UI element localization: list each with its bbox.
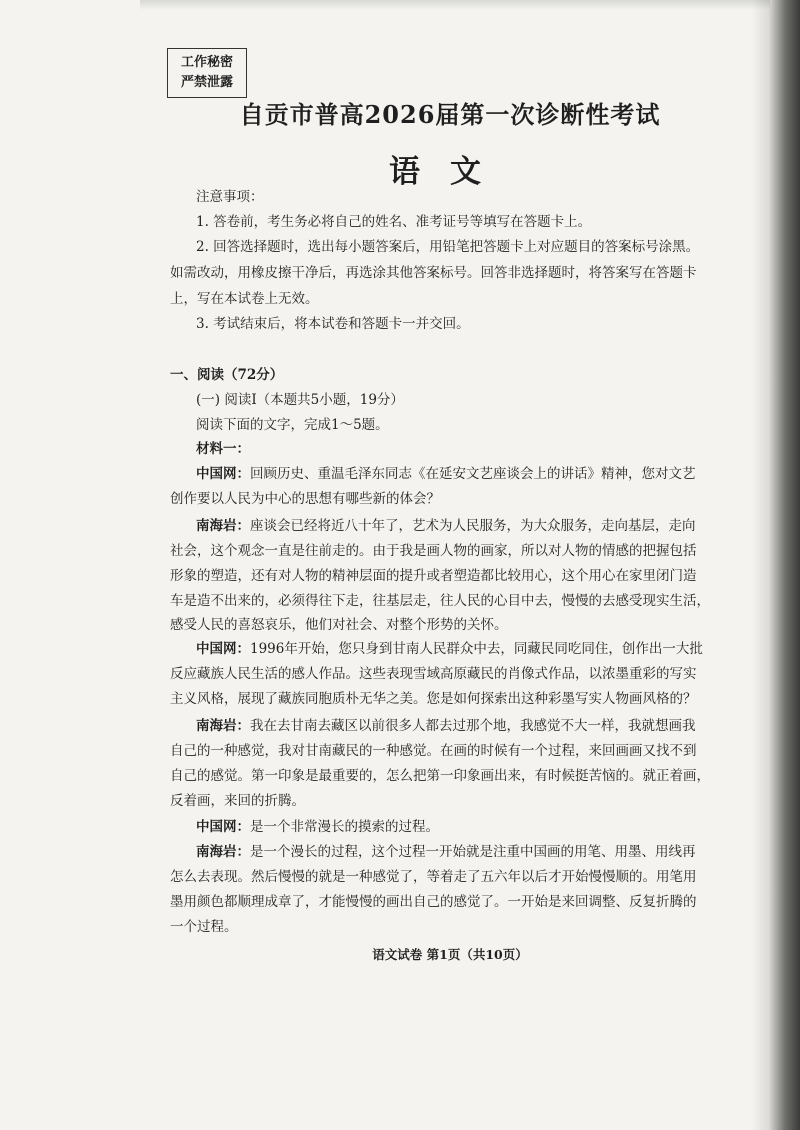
dialogue-line: 反着画，来回的折腾。: [170, 793, 305, 809]
dialogue-line: 车是造不出来的，必须得往下走，往基层走，往人民的心目中去，慢慢的去感受现实生活，: [170, 593, 710, 609]
exam-subject: 语文: [389, 154, 511, 190]
material-label: 材料一：: [196, 441, 250, 457]
dialogue-line: 自己的一种感觉，我对甘南藏民的一种感觉。在画的时候有一个过程，来回画画又找不到: [170, 743, 697, 759]
scan-top-edge: [140, 0, 770, 10]
dialogue-line: 感受人民的喜怒哀乐，他们对社会、对整个形势的关怀。: [170, 617, 508, 633]
speaker-label: 南海岩：: [196, 518, 250, 534]
confidential-stamp: [167, 48, 247, 98]
scan-right-edge-shadow: [752, 0, 800, 1130]
dialogue-line: 一个过程。: [170, 919, 238, 935]
dialogue-text: 1996年开始，您只身到甘南人民群众中去，同藏民同吃同住，创作出一大批: [250, 641, 703, 657]
stamp-line-1: 工作秘密: [180, 55, 233, 70]
dialogue-text: 回顾历史、重温毛泽东同志《在延安文艺座谈会上的讲话》精神，您对文艺: [250, 466, 696, 482]
sub-section-heading: (一) 阅读Ⅰ（本题共5小题，19分）: [196, 392, 404, 408]
dialogue-line: 怎么去表现。然后慢慢的就是一种感觉了，等着走了五六年以后才开始慢慢顺的。用笔用: [170, 869, 697, 885]
exam-title: 自贡市普高2026届第一次诊断性考试: [239, 100, 661, 129]
notice-heading: 注意事项：: [196, 189, 264, 205]
dialogue-line: 社会，这个观念一直是往前走的。由于我是画人物的画家，所以对人物的情感的把握包括: [170, 543, 697, 559]
dialogue-line: [196, 843, 696, 861]
speaker-label: 中国网：: [196, 466, 250, 482]
dialogue-line: [196, 640, 703, 658]
notice-line: 3. 考试结束后，将本试卷和答题卡一并交回。: [196, 316, 470, 332]
speaker-label: 南海岩：: [196, 718, 250, 734]
dialogue-line: [196, 818, 439, 836]
notice-line: 上，写在本试卷上无效。: [170, 291, 319, 307]
notice-line: 1. 答卷前，考生务必将自己的姓名、准考证号等填写在答题卡上。: [196, 214, 592, 230]
dialogue-line: [196, 517, 696, 535]
dialogue-line: 主义风格，展现了藏族同胞质朴无华之美。您是如何探索出这种彩墨写实人物画风格的？: [170, 691, 697, 707]
dialogue-line: [196, 465, 696, 483]
dialogue-text: 我在去甘南去藏区以前很多人都去过那个地，我感觉不大一样，我就想画我: [250, 718, 696, 734]
speaker-label: 中国网：: [196, 819, 250, 835]
dialogue-line: 反应藏族人民生活的感人作品。这些表现雪域高原藏民的肖像式作品，以浓墨重彩的写实: [170, 666, 697, 682]
speaker-label: 南海岩：: [196, 844, 250, 860]
notice-line: 2. 回答选择题时，选出每小题答案后，用铅笔把答题卡上对应题目的答案标号涂黑。: [196, 239, 700, 255]
reading-instruction: 阅读下面的文字，完成1～5题。: [196, 417, 389, 433]
dialogue-line: 形象的塑造，还有对人物的精神层面的提升或者塑造都比较用心，这个用心在家里闭门造: [170, 568, 697, 584]
stamp-line-2: 严禁泄露: [180, 75, 233, 90]
notice-line: 如需改动，用橡皮擦干净后，再选涂其他答案标号。回答非选择题时，将答案写在答题卡: [170, 265, 697, 281]
section-heading: 一、阅读（72分）: [170, 367, 284, 383]
speaker-label: 中国网：: [196, 641, 250, 657]
dialogue-text: 座谈会已经将近八十年了，艺术为人民服务，为大众服务，走向基层，走向: [250, 518, 696, 534]
dialogue-line: 墨用颜色都顺理成章了，才能慢慢的画出自己的感觉了。一开始是来回调整、反复折腾的: [170, 894, 697, 910]
dialogue-line: 自己的感觉。第一印象是最重要的，怎么把第一印象画出来，有时候挺苦恼的。就正着画，: [170, 768, 710, 784]
dialogue-text: 是一个漫长的过程，这个过程一开始就是注重中国画的用笔、用墨、用线再: [250, 844, 696, 860]
page-footer: 语文试卷 第1页（共10页）: [372, 947, 528, 962]
dialogue-line: 创作要以人民为中心的思想有哪些新的体会？: [170, 491, 440, 507]
dialogue-line: [196, 717, 696, 735]
dialogue-text: 是一个非常漫长的摸索的过程。: [250, 819, 439, 835]
